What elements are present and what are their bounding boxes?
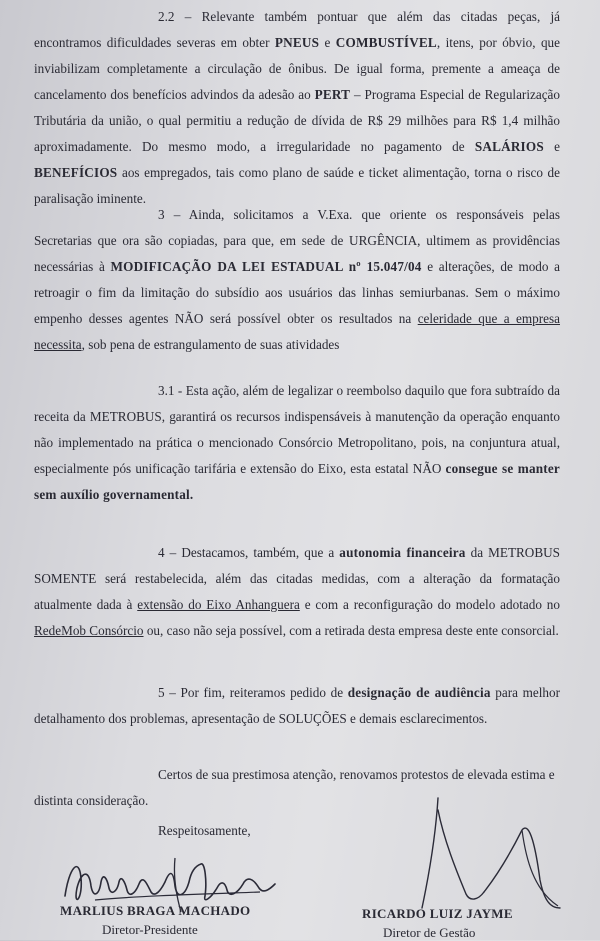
paragraph-5	[34, 680, 560, 732]
text: e com a reconfiguração do modelo adotado no	[299, 597, 560, 612]
signer-name-2: RICARDO LUIZ JAYME	[362, 906, 513, 921]
bold-text: SALÁRIOS	[474, 139, 544, 154]
paragraph-3	[34, 202, 560, 358]
text: Destacamos, também, que a	[181, 545, 340, 560]
paragraph-2-2	[34, 4, 560, 212]
closing-text: Certos de sua prestimosa atenção, renovamos protestos de elevada estima e distinta consideração.	[34, 767, 555, 808]
text: Relevante também pontuar que além das citadas peças, já encontramos dificuldades severas em obter	[34, 9, 561, 50]
paragraph-number: 3 –	[158, 207, 189, 222]
text: , sob pena de estrangulamento de suas atividades	[81, 337, 340, 352]
bold-text: PNEUS	[274, 35, 320, 50]
bold-text: MODIFICAÇÃO DA LEI ESTADUAL nº 15.047/04	[110, 259, 422, 274]
text: Por fim, reiteramos pedido de	[180, 685, 348, 700]
signer-name-1: MARLIUS BRAGA MACHADO	[60, 903, 251, 918]
text: e alterações, de modo a retroagir o fim da limitação do subsídio aos usuários das linhas semiurbanas. Sem o máximo empenho desses agentes NÃO será possível obter os resultados na	[34, 259, 560, 326]
text: ou, caso não seja possível, com a retirada desta empresa deste ente consorcial.	[143, 623, 559, 638]
bold-text: consegue se manter sem auxílio governamental.	[34, 461, 560, 502]
paragraph-number: 3.1 -	[158, 383, 186, 398]
text: e	[319, 35, 336, 50]
bold-text: designação de audiência	[347, 685, 491, 700]
paragraph-number: 5 –	[158, 685, 181, 700]
text: – Programa Especial de Regularização Tributária da união, o qual permitiu a redução de dívida de R$ 29 milhões para R$ 1,4 milhão aproximadamente. Do mesmo modo, a irregularidade no pagamento de	[34, 87, 560, 154]
signature-scribble-2	[400, 790, 570, 915]
text: Ainda, solicitamos a V.Exa. que oriente os responsáveis pelas Secretarias que ora são copiadas, para que, em sede de URGÊNCIA, ultimem as providências necessárias à	[34, 207, 560, 274]
paragraph-4	[34, 540, 560, 644]
signer-title-2: Diretor de Gestão	[383, 925, 476, 940]
bold-text: BENEFÍCIOS	[34, 165, 118, 180]
text: Esta ação, além de legalizar o reembolso daquilo que fora subtraído da receita da METROBUS, garantirá os recursos indispensáveis à manutenção da operação enquanto não implementado na prática o mencionado Consórcio Metropolitano, pois, na conjuntura atual, especialmente pós unificação tarifária e extensão do Eixo, esta estatal NÃO	[34, 383, 560, 476]
paragraph-number: 4 –	[158, 545, 182, 560]
bold-text: autonomia financeira	[339, 545, 466, 560]
text: aos empregados, tais como plano de saúde e ticket alimentação, torna o risco de paralisação iminente.	[34, 165, 560, 206]
text: para melhor detalhamento dos problemas, apresentação de SOLUÇÕES e demais esclarecimentos.	[34, 685, 561, 726]
underlined-text: RedeMob Consórcio	[34, 623, 144, 638]
signer-title-1: Diretor-Presidente	[102, 922, 198, 937]
underlined-text: celeridade que a empresa necessita	[34, 311, 560, 352]
underlined-text: extensão do Eixo Anhanguera	[137, 597, 300, 612]
bold-text: PERT	[314, 87, 351, 102]
paragraph-3-1	[34, 378, 560, 508]
regards-text: Respeitosamente,	[158, 823, 251, 838]
text: e	[543, 139, 560, 154]
bold-text: COMBUSTÍVEL	[335, 35, 437, 50]
text: da METROBUS SOMENTE será restabelecida, além das citadas medidas, com a alteração da formatação atualmente dada à	[34, 545, 560, 612]
paragraph-number: 2.2 –	[158, 9, 202, 24]
text: , itens, por óbvio, que inviabilizam completamente a circulação de ônibus. De igual forma, premente a ameaça de cancelamento dos benefícios advindos da adesão ao	[34, 35, 560, 102]
